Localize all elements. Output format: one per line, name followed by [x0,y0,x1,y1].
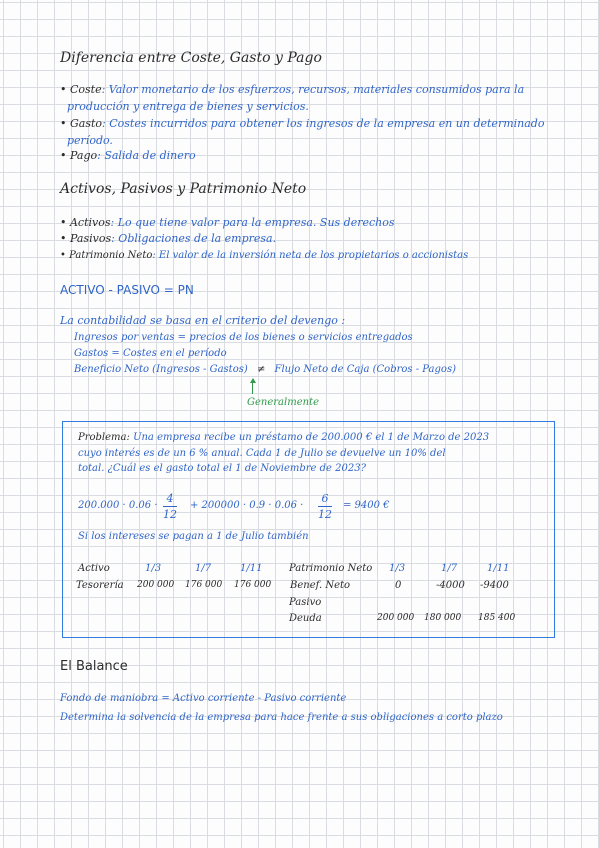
problem-line-3: total. ¿Cuál es el gasto total el 1 de Noviembre de 2023? [78,463,366,474]
arrow-up-icon [250,378,256,383]
bullet-coste-text: : Valor monetario de los esfuerzos, recursos, materiales consumidos para la [101,83,525,96]
bullet-activos-text: : Lo que tiene valor para la empresa. Sus derechos [110,216,395,229]
bullet-coste-label: • Coste [60,83,102,96]
benef-value-2: -4000 [436,580,465,591]
bullet-activos [60,217,395,229]
deuda-label: Deuda [289,613,322,624]
bullet-gasto-label: • Gasto [60,117,103,130]
generalmente-note: Generalmente [247,397,319,408]
date-col-3-right: 1/11 [487,563,510,574]
benef-value-3: -9400 [480,580,509,591]
bullet-pasivos [60,233,276,245]
bullet-gasto [60,118,544,130]
tesoreria-value-3: 176 000 [234,580,272,590]
fraction-6-12 [318,493,332,520]
calc-part-a: 200.000 · 0.06 · [78,500,158,511]
fondo-maniobra-line: Fondo de maniobra = Activo corriente - Pasivo corriente [60,693,347,704]
tesoreria-value-1: 200 000 [137,580,175,590]
bullet-gasto-text-cont: período. [67,134,113,147]
tesoreria-value-2: 176 000 [185,580,223,590]
bullet-gasto-text: : Costes incurridos para obtener los ingresos de la empresa en un determinado [102,117,545,130]
fraction-4-12 [163,493,177,520]
formula-activo-pasivo: ACTIVO - PASIVO = PN [60,283,194,297]
bullet-pn-text: : El valor de la inversión neta de los propietarios o accionistas [152,250,469,261]
devengo-ingresos: Ingresos por ventas = precios de los bienes o servicios entregados [74,332,413,343]
date-col-2-left: 1/7 [195,563,212,574]
not-equal-sign: ≠ [256,364,266,375]
bullet-pasivos-label: • Pasivos [60,232,112,245]
benef-neto-label: Benef. Neto [290,580,351,591]
table-activo-header: Activo [78,563,110,574]
date-col-1-right: 1/3 [389,563,406,574]
deuda-value-2: 180 000 [424,613,462,623]
bullet-coste [60,84,524,96]
problem-line-1 [78,432,489,443]
deuda-value-3: 185 400 [478,613,516,623]
date-col-2-right: 1/7 [441,563,458,574]
date-col-1-left: 1/3 [145,563,162,574]
bullet-pn-label: • Patrimonio Neto [60,250,153,261]
devengo-beneficio [74,364,456,375]
bullet-pago-text: : Salida de dinero [97,149,196,162]
pasivo-label: Pasivo [289,597,322,608]
devengo-gastos: Gastos = Costes en el período [74,348,227,359]
benef-value-1: 0 [395,580,402,591]
bullet-pago-label: • Pago [60,149,98,162]
tesoreria-label: Tesorería [76,580,124,591]
section-title-balance: El Balance [60,659,128,674]
calc-result: = 9400 € [343,500,390,511]
date-col-3-left: 1/11 [240,563,263,574]
section-title-activos-pasivos: Activos, Pasivos y Patrimonio Neto [60,181,307,197]
section-title-coste-gasto-pago: Diferencia entre Coste, Gasto y Pago [60,50,322,66]
bullet-pago [60,150,196,162]
bullet-patrimonio-neto [60,250,468,261]
frac1-den: 12 [163,508,177,521]
problem-label: Problema: [78,432,130,443]
devengo-intro: La contabilidad se basa en el criterio del devengo : [60,314,346,327]
flujo-neto-caja-text: Flujo Neto de Caja (Cobros - Pagos) [274,364,456,375]
frac1-num: 4 [166,492,174,505]
intereses-note: Si los intereses se pagan a 1 de Julio también [78,531,309,542]
table-patrimonio-header: Patrimonio Neto [289,563,373,574]
arrow-shaft [252,382,253,394]
frac2-den: 12 [318,508,332,521]
frac2-num: 6 [321,492,329,505]
deuda-value-1: 200 000 [377,613,415,623]
bullet-pasivos-text: : Obligaciones de la empresa. [111,232,277,245]
calc-part-b: + 200000 · 0.9 · 0.06 · [190,500,304,511]
problem-text-1: Una empresa recibe un préstamo de 200.000 € el 1 de Marzo de 2023 [133,432,490,443]
beneficio-neto-text: Beneficio Neto (Ingresos - Gastos) [74,364,248,375]
problem-line-2: cuyo interés es de un 6 % anual. Cada 1 de Julio se devuelve un 10% del [78,448,446,459]
bullet-coste-text-cont: producción y entrega de bienes y servicios. [67,100,309,113]
bullet-activos-label: • Activos [60,216,111,229]
solvencia-line: Determina la solvencia de la empresa para hace frente a sus obligaciones a corto plazo [60,712,503,723]
